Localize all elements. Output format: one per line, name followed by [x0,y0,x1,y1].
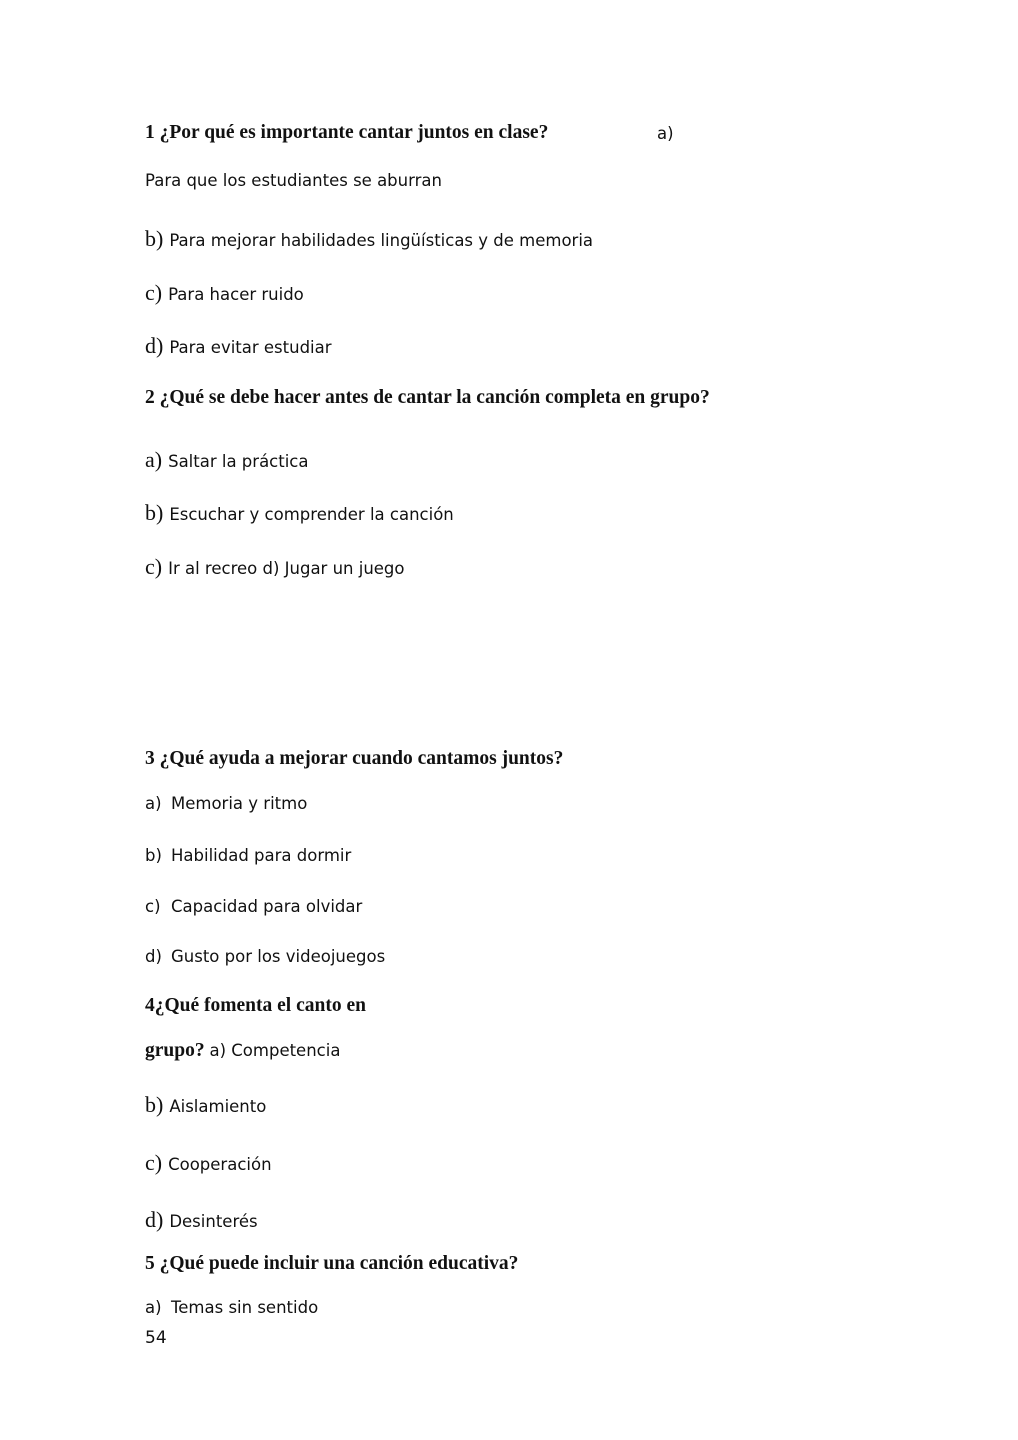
option-text: Desinterés [169,1212,258,1231]
option-letter: b) [145,846,162,865]
option-letter: c) [145,554,163,579]
question-4-option-b [145,1092,266,1118]
question-3-option-b [145,846,351,865]
option-text: Escuchar y comprender la canción [169,505,454,524]
page-number: 54 [145,1328,167,1348]
question-1-option-d [145,333,332,359]
option-letter: c) [145,1150,163,1175]
question-4-text: grupo? [145,1040,205,1061]
option-letter: d) [145,333,164,358]
option-text: Habilidad para dormir [171,846,352,865]
option-letter: c) [145,897,161,916]
option-text: Memoria y ritmo [171,794,308,813]
option-text: Para hacer ruido [168,285,304,304]
option-letter: b) [145,1092,164,1117]
question-2-option-b [145,500,454,526]
option-text: Gusto por los videojuegos [171,947,386,966]
question-4-option-a: a) Competencia [209,1041,341,1060]
question-3-option-c [145,897,362,916]
option-text: Para mejorar habilidades lingüísticas y de memoria [169,231,594,250]
question-2-option-a [145,447,309,473]
option-letter: d) [145,947,162,966]
question-3-option-d [145,947,385,966]
option-letter: a) [145,1298,162,1317]
option-letter: b) [145,226,164,251]
question-4-line-1: 4¿Qué fomenta el canto en [145,995,366,1016]
question-3-option-a [145,794,307,813]
option-text: Capacidad para olvidar [171,897,363,916]
option-letter: b) [145,500,164,525]
question-1-option-b [145,226,593,252]
question-4-option-c [145,1150,272,1176]
question-1: 1 ¿Por qué es importante cantar juntos en clase? [145,122,549,143]
option-text: Temas sin sentido [171,1298,319,1317]
option-letter: c) [145,280,163,305]
option-letter: d) [145,1207,164,1232]
question-2-option-c [145,554,405,580]
option-letter: a) [145,794,162,813]
question-1-option-a-letter: a) [657,124,674,143]
option-text: Ir al recreo d) Jugar un juego [168,559,405,578]
question-1-option-c [145,280,304,306]
question-5-option-a [145,1298,318,1317]
question-5: 5 ¿Qué puede incluir una canción educativa? [145,1253,519,1274]
question-4-line-2 [145,1040,340,1062]
option-letter: a) [145,447,163,472]
option-text: Saltar la práctica [168,452,309,471]
question-2: 2 ¿Qué se debe hacer antes de cantar la canción completa en grupo? [145,387,710,408]
option-text: Para evitar estudiar [169,338,332,357]
question-4-option-d [145,1207,258,1233]
option-text: Cooperación [168,1155,272,1174]
question-3: 3 ¿Qué ayuda a mejorar cuando cantamos juntos? [145,748,564,769]
option-text: Aislamiento [169,1097,267,1116]
question-1-option-a-text: Para que los estudiantes se aburran [145,171,442,190]
